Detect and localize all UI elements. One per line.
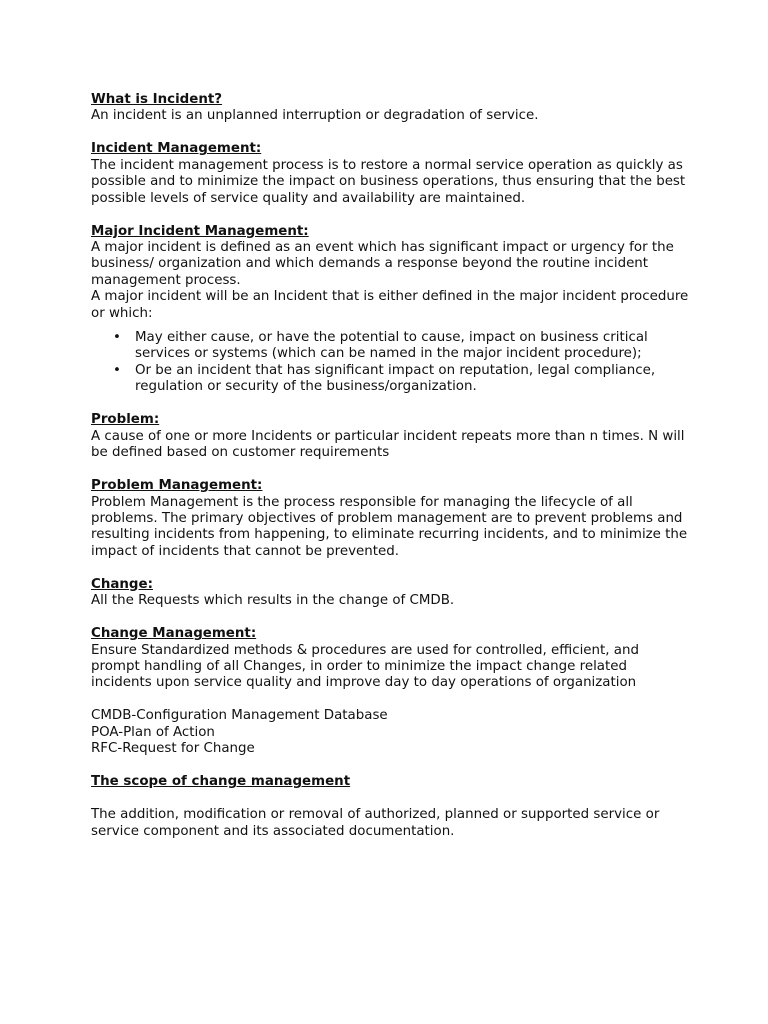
heading-what-is-incident: What is Incident? — [91, 92, 223, 107]
major-incident-criteria: A major incident will be an Incident that is either defined in the major incident procedure or which: — [91, 289, 689, 321]
heading-scope-of-change-management: The scope of change management — [91, 774, 351, 790]
section-incident-management — [91, 141, 691, 207]
section-major-incident-management — [91, 224, 691, 396]
spacer — [91, 462, 691, 479]
heading-major-incident-management: Major Incident Management: — [91, 223, 309, 239]
incident-management-text: The incident management process is to restore a normal service operation as quickly as possible and to minimize the impact on business operations, thus ensuring that the best possible levels of service quality and availability are maintained. — [91, 157, 686, 206]
section-abbreviations — [91, 708, 691, 757]
document-page — [91, 92, 691, 840]
list-item-text: May either cause, or have the potential to cause, impact on business critical services or systems (which can be named in the major incident procedure); — [135, 330, 648, 362]
spacer — [91, 791, 691, 808]
list-item — [91, 363, 691, 396]
heading-change: Change: — [91, 576, 153, 592]
incident-definition: An incident is an unplanned interruption or degradation of service. — [91, 108, 539, 124]
heading-problem: Problem: — [91, 412, 160, 428]
change-definition: All the Requests which results in the change of CMDB. — [91, 593, 455, 609]
abbreviation-poa: POA-Plan of Action — [91, 724, 215, 740]
change-management-text: Ensure Standardized methods & procedures are used for controlled, efficient, and prompt handling of all Changes, in order to minimize the impact change related incidents upon service quality and improve day to day operations of organization — [91, 642, 639, 691]
spacer — [91, 322, 691, 330]
section-change-management — [91, 626, 691, 692]
spacer — [91, 610, 691, 627]
spacer — [91, 125, 691, 142]
section-change — [91, 577, 691, 610]
problem-definition: A cause of one or more Incidents or particular incident repeats more than n times. N will be defined based on customer requirements — [91, 428, 685, 461]
heading-incident-management: Incident Management: — [91, 141, 262, 157]
section-what-is-incident — [91, 92, 691, 125]
major-incident-definition: A major incident is defined as an event which has significant impact or urgency for the business/ organization and which demands a response beyond the routine incident management process. — [91, 240, 674, 288]
problem-management-text: Problem Management is the process responsible for managing the lifecycle of all problems. The primary objectives of problem management are to prevent problems and resulting incidents from happening, to eliminate recurring incidents, and to minimize the impact of incidents that cannot be prevented. — [91, 494, 688, 559]
abbreviation-cmdb: CMDB-Configuration Management Database — [91, 708, 388, 724]
section-problem — [91, 412, 691, 461]
spacer — [91, 692, 691, 709]
section-scope-of-change-management — [91, 774, 691, 840]
spacer — [91, 396, 691, 413]
heading-change-management: Change Management: — [91, 626, 257, 642]
spacer — [91, 758, 691, 775]
list-item-text: Or be an incident that has significant impact on reputation, legal compliance, regulation or security of the business/organization. — [135, 362, 656, 395]
major-incident-bullet-list — [91, 330, 691, 396]
bullet-icon: • — [113, 330, 121, 346]
section-problem-management — [91, 478, 691, 560]
heading-problem-management: Problem Management: — [91, 478, 263, 494]
scope-text: The addition, modification or removal of authorized, planned or supported service or service component and its associated documentation. — [91, 807, 660, 839]
list-item — [91, 330, 691, 363]
bullet-icon: • — [113, 362, 121, 378]
spacer — [91, 560, 691, 577]
abbreviation-rfc: RFC-Request for Change — [91, 741, 255, 757]
spacer — [91, 207, 691, 224]
